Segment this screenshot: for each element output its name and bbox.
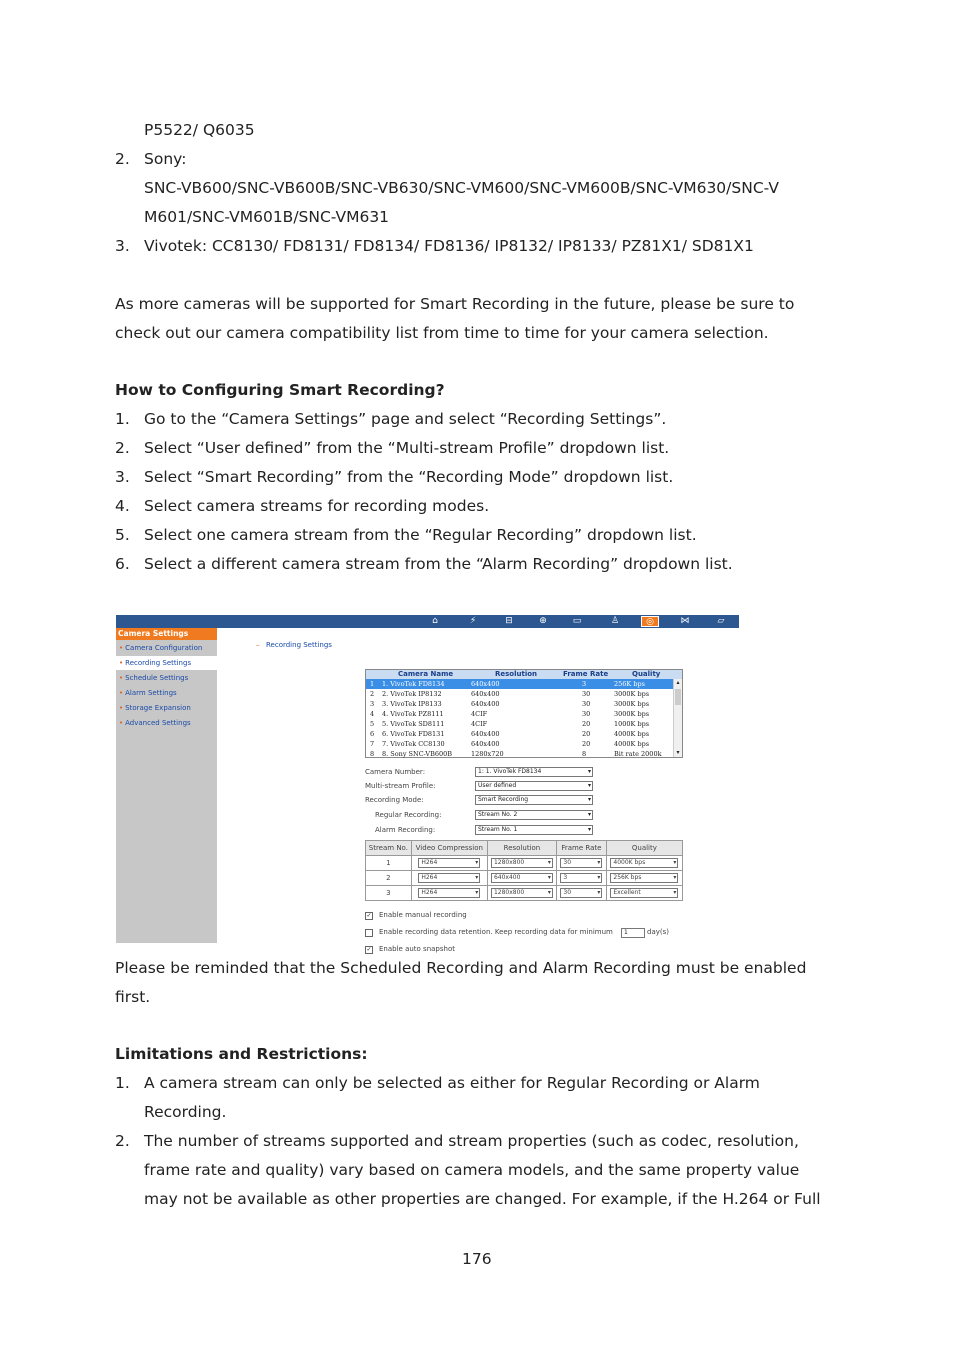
list-item-text: M601/SNC-VM601B/SNC-VM631: [144, 208, 390, 226]
table-cell: 30: [582, 690, 591, 698]
stream-select[interactable]: [610, 858, 678, 868]
table-row[interactable]: [366, 749, 673, 759]
table-cell: [411, 886, 487, 901]
stream-select[interactable]: [491, 888, 553, 898]
column-header: Video Compression: [411, 841, 487, 856]
table-cell: 4CIF: [471, 720, 488, 728]
camera-icon[interactable]: ◎: [641, 616, 659, 627]
chevron-down-icon: ▾: [587, 768, 591, 775]
bullet-icon: •: [119, 704, 124, 712]
page-number: 176: [462, 1250, 492, 1268]
table-cell: 20: [582, 730, 591, 738]
column-header: Frame Rate: [563, 670, 609, 678]
sidebar-item[interactable]: [116, 701, 217, 715]
table-row[interactable]: [366, 699, 673, 709]
stream-select[interactable]: [491, 873, 553, 883]
stream-select-value: 1280x800: [493, 859, 525, 866]
table-cell: [606, 871, 682, 886]
table-row[interactable]: [366, 739, 673, 749]
table-cell: 4. VivoTek PZ8111: [382, 710, 444, 718]
column-header: Camera Name: [398, 670, 454, 678]
list-number: 3.: [115, 237, 130, 255]
step-text: Select one camera stream from the “Regular Recording” dropdown list.: [144, 526, 697, 544]
step-number: 3.: [115, 468, 130, 486]
list-number: 2.: [115, 1132, 130, 1150]
stream-select-value: 30: [563, 889, 572, 896]
camera-number-select[interactable]: [475, 767, 593, 777]
column-header: Frame Rate: [556, 841, 606, 856]
sidebar-item-label: Recording Settings: [125, 659, 192, 667]
device-icon[interactable]: ⊟: [505, 616, 513, 626]
table-cell: 640x400: [471, 680, 500, 688]
step-text: Select “User defined” from the “Multi-stream Profile” dropdown list.: [144, 439, 670, 457]
table-cell: [487, 871, 556, 886]
table-cell: 640x400: [471, 740, 500, 748]
sidebar-item-label: Schedule Settings: [125, 674, 189, 682]
stream-select[interactable]: [610, 873, 678, 883]
list-item-text: may not be available as other properties are changed. For example, if the H.264 or Full: [144, 1190, 821, 1208]
table-cell: 1. VivoTek FD8134: [382, 680, 445, 688]
column-header: Quality: [632, 670, 661, 678]
table-cell: 5: [370, 720, 375, 728]
table-cell: 2. VivoTek IP8132: [382, 690, 442, 698]
sidebar-item[interactable]: [116, 716, 217, 730]
table-cell: [487, 886, 556, 901]
step-number: 2.: [115, 439, 130, 457]
stream-select[interactable]: [491, 858, 553, 868]
table-cell: 3000K bps: [614, 690, 650, 698]
table-cell: 1: [366, 856, 412, 871]
table-cell: 3000K bps: [614, 700, 650, 708]
table-cell: 3000K bps: [614, 710, 650, 718]
stream-select-value: 640x400: [493, 874, 521, 881]
table-cell: 4: [370, 710, 375, 718]
chevron-down-icon: ▾: [547, 859, 551, 866]
table-cell: 8: [370, 750, 375, 758]
manual-recording-checkbox[interactable]: ✓: [366, 912, 372, 919]
table-cell: 1000K bps: [614, 720, 650, 728]
table-cell: [556, 856, 606, 871]
sidebar-item-label: Storage Expansion: [125, 704, 191, 712]
users-icon[interactable]: ♙: [610, 616, 620, 626]
table-row[interactable]: [366, 689, 673, 699]
sidebar-item[interactable]: [116, 671, 217, 685]
stream-select-value: H264: [421, 874, 438, 881]
stream-select-value: 3: [563, 874, 568, 881]
chevron-down-icon: ▾: [673, 859, 677, 866]
retention-label: Enable recording data retention. Keep recording data for minimum: [379, 928, 613, 936]
table-cell: 256K bps: [614, 680, 645, 688]
stream-table: [365, 840, 683, 901]
stream-select-value: H264: [421, 859, 438, 866]
chevron-down-icon: ▾: [475, 859, 479, 866]
network-icon[interactable]: ⚡: [469, 616, 477, 626]
list-item-label: Sony:: [144, 150, 187, 168]
chevron-down-icon: ▾: [475, 874, 479, 881]
table-cell: [556, 886, 606, 901]
regular-label: Regular Recording:: [375, 811, 442, 819]
table-cell: 20: [582, 740, 591, 748]
step-text: Select a different camera stream from the “Alarm Recording” dropdown list.: [144, 555, 733, 573]
sidebar-header: Camera Settings: [116, 628, 217, 640]
section-heading: How to Configuring Smart Recording?: [115, 381, 445, 399]
snapshot-checkbox[interactable]: ✓: [366, 946, 372, 953]
bullet-icon: •: [119, 689, 124, 697]
regular-value: Stream No. 2: [478, 811, 518, 818]
list-item-text: A camera stream can only be selected as either for Regular Recording or Alarm: [144, 1074, 760, 1092]
table-cell: 8: [582, 750, 587, 758]
table-cell: 3. VivoTek IP8133: [382, 700, 442, 708]
table-row[interactable]: [366, 719, 673, 729]
chevron-down-icon: ▾: [673, 889, 677, 896]
table-cell: 1280x720: [471, 750, 504, 758]
record-icon[interactable]: ⋈: [680, 616, 690, 626]
home-icon[interactable]: ⌂: [432, 616, 438, 626]
stream-select-value: 1280x800: [493, 889, 525, 896]
retention-checkbox[interactable]: [365, 929, 373, 937]
table-cell: Bit rate 2000k: [614, 750, 662, 758]
plugin-icon[interactable]: ⊕: [539, 616, 547, 626]
paragraph-line: As more cameras will be supported for Smart Recording in the future, please be sure to: [115, 295, 795, 313]
list-number: 1.: [115, 1074, 130, 1092]
table-cell: 6. VivoTek FD8131: [382, 730, 445, 738]
table-cell: 2: [370, 690, 375, 698]
stream-select[interactable]: [418, 873, 480, 883]
chevron-down-icon: ▾: [587, 796, 591, 803]
table-cell: 4000K bps: [614, 730, 650, 738]
table-cell: 3: [370, 700, 375, 708]
section-title: Recording Settings: [266, 641, 332, 649]
chevron-down-icon: ▾: [547, 889, 551, 896]
list-continuation: P5522/ Q6035: [144, 121, 255, 139]
main-panel: [217, 628, 739, 953]
table-cell: 30: [582, 700, 591, 708]
step-number: 6.: [115, 555, 130, 573]
table-cell: 7: [370, 740, 375, 748]
list-item-text: The number of streams supported and stream properties (such as codec, resolution,: [144, 1132, 799, 1150]
regular-select[interactable]: [475, 810, 593, 820]
sidebar-item[interactable]: [116, 686, 217, 700]
chevron-down-icon: ▾: [673, 874, 677, 881]
stream-select[interactable]: [610, 888, 678, 898]
stream-select-value: 256K bps: [613, 874, 642, 881]
step-number: 1.: [115, 410, 130, 428]
camera-number-value: 1: 1. VivoTek FD8134: [478, 768, 542, 775]
manual-recording-label: Enable manual recording: [379, 911, 467, 919]
retention-days-input[interactable]: 1: [621, 928, 645, 938]
step-text: Select camera streams for recording modes.: [144, 497, 490, 515]
chevron-down-icon: ▾: [597, 859, 601, 866]
list-number: 2.: [115, 150, 130, 168]
bullet-icon: •: [119, 644, 124, 652]
table-cell: 5. VivoTek SD8111: [382, 720, 445, 728]
stream-select[interactable]: [560, 873, 602, 883]
sidebar-item-label: Camera Configuration: [125, 644, 203, 652]
storage-icon[interactable]: ▭: [572, 616, 582, 626]
section-heading: Limitations and Restrictions:: [115, 1045, 368, 1063]
column-header: Resolution: [487, 841, 556, 856]
camera-list-header: [366, 670, 682, 679]
mode-label: Recording Mode:: [365, 796, 424, 804]
bullet-icon: •: [119, 674, 124, 682]
sidebar: [116, 628, 217, 943]
stream-select-value: H264: [421, 889, 438, 896]
app-screenshot: [116, 615, 739, 953]
table-row: [366, 871, 683, 886]
table-cell: 3: [366, 886, 412, 901]
table-cell: [556, 871, 606, 886]
step-text: Select “Smart Recording” from the “Recording Mode” dropdown list.: [144, 468, 674, 486]
table-cell: 640x400: [471, 730, 500, 738]
table-cell: 640x400: [471, 700, 500, 708]
stream-select[interactable]: [418, 888, 480, 898]
chevron-down-icon: ▾: [547, 874, 551, 881]
table-cell: [411, 871, 487, 886]
table-cell: 4CIF: [471, 710, 488, 718]
list-item-text: Recording.: [144, 1103, 227, 1121]
paragraph-line: Please be reminded that the Scheduled Recording and Alarm Recording must be enabled: [115, 959, 807, 977]
step-number: 5.: [115, 526, 130, 544]
table-cell: [411, 856, 487, 871]
log-icon[interactable]: ▱: [717, 616, 725, 626]
table-row[interactable]: [366, 679, 673, 689]
chevron-down-icon: ▾: [587, 811, 591, 818]
step-text: Go to the “Camera Settings” page and select “Recording Settings”.: [144, 410, 667, 428]
toolbar: [116, 615, 739, 628]
table-row: [366, 856, 683, 871]
sidebar-item-label: Advanced Settings: [125, 719, 191, 727]
chevron-down-icon: ▾: [587, 826, 591, 833]
chevron-down-icon: ▾: [587, 782, 591, 789]
stream-select-value: 4000K bps: [613, 859, 646, 866]
stream-select-value: 30: [563, 859, 572, 866]
chevron-down-icon: ▾: [597, 874, 601, 881]
stream-select[interactable]: [418, 858, 480, 868]
list-item-text: frame rate and quality) vary based on camera models, and the same property value: [144, 1161, 800, 1179]
list-item-text: SNC-VB600/SNC-VB600B/SNC-VB630/SNC-VM600/SNC-VM600B/SNC-VM630/SNC-V: [144, 179, 779, 197]
table-cell: 3: [582, 680, 587, 688]
retention-suffix: day(s): [647, 928, 669, 936]
table-row: [366, 886, 683, 901]
list-item-text: Vivotek: CC8130/ FD8131/ FD8134/ FD8136/ IP8132/ IP8133/ PZ81X1/ SD81X1: [144, 237, 754, 255]
table-cell: 4000K bps: [614, 740, 650, 748]
table-cell: 20: [582, 720, 591, 728]
table-cell: 7. VivoTek CC8130: [382, 740, 445, 748]
chevron-down-icon: ▾: [597, 889, 601, 896]
sidebar-item[interactable]: [116, 641, 217, 655]
table-cell: 1: [370, 680, 375, 688]
bullet-icon: •: [119, 659, 124, 667]
table-row[interactable]: [366, 709, 673, 719]
alarm-label: Alarm Recording:: [375, 826, 436, 834]
alarm-select[interactable]: [475, 825, 593, 835]
mode-select[interactable]: [475, 795, 593, 805]
step-number: 4.: [115, 497, 130, 515]
table-cell: 8. Sony SNC-VB600B: [382, 750, 453, 758]
paragraph-line: first.: [115, 988, 151, 1006]
column-header: Stream No.: [366, 841, 412, 856]
collapse-icon[interactable]: –: [256, 641, 260, 649]
snapshot-label: Enable auto snapshot: [379, 945, 455, 953]
table-row[interactable]: [366, 729, 673, 739]
profile-label: Multi-stream Profile:: [365, 782, 436, 790]
column-header: Quality: [606, 841, 682, 856]
column-header: Resolution: [495, 670, 538, 678]
paragraph-line: check out our camera compatibility list from time to time for your camera selection.: [115, 324, 769, 342]
profile-value: User defined: [478, 782, 517, 789]
stream-select-value: Excellent: [613, 889, 641, 896]
table-cell: 6: [370, 730, 375, 738]
bullet-icon: •: [119, 719, 124, 727]
scrollbar[interactable]: ▴ ▾: [673, 679, 682, 757]
table-cell: [606, 886, 682, 901]
mode-value: Smart Recording: [478, 796, 529, 803]
table-cell: [606, 856, 682, 871]
table-cell: 30: [582, 710, 591, 718]
table-cell: [487, 856, 556, 871]
sidebar-item-label: Alarm Settings: [125, 689, 177, 697]
profile-select[interactable]: [475, 781, 593, 791]
camera-list[interactable]: [365, 669, 683, 758]
table-cell: 2: [366, 871, 412, 886]
sidebar-item[interactable]: [116, 656, 217, 670]
stream-select[interactable]: [560, 888, 602, 898]
alarm-value: Stream No. 1: [478, 826, 518, 833]
stream-select[interactable]: [560, 858, 602, 868]
table-cell: 640x400: [471, 690, 500, 698]
camera-number-label: Camera Number:: [365, 768, 426, 776]
chevron-down-icon: ▾: [475, 889, 479, 896]
